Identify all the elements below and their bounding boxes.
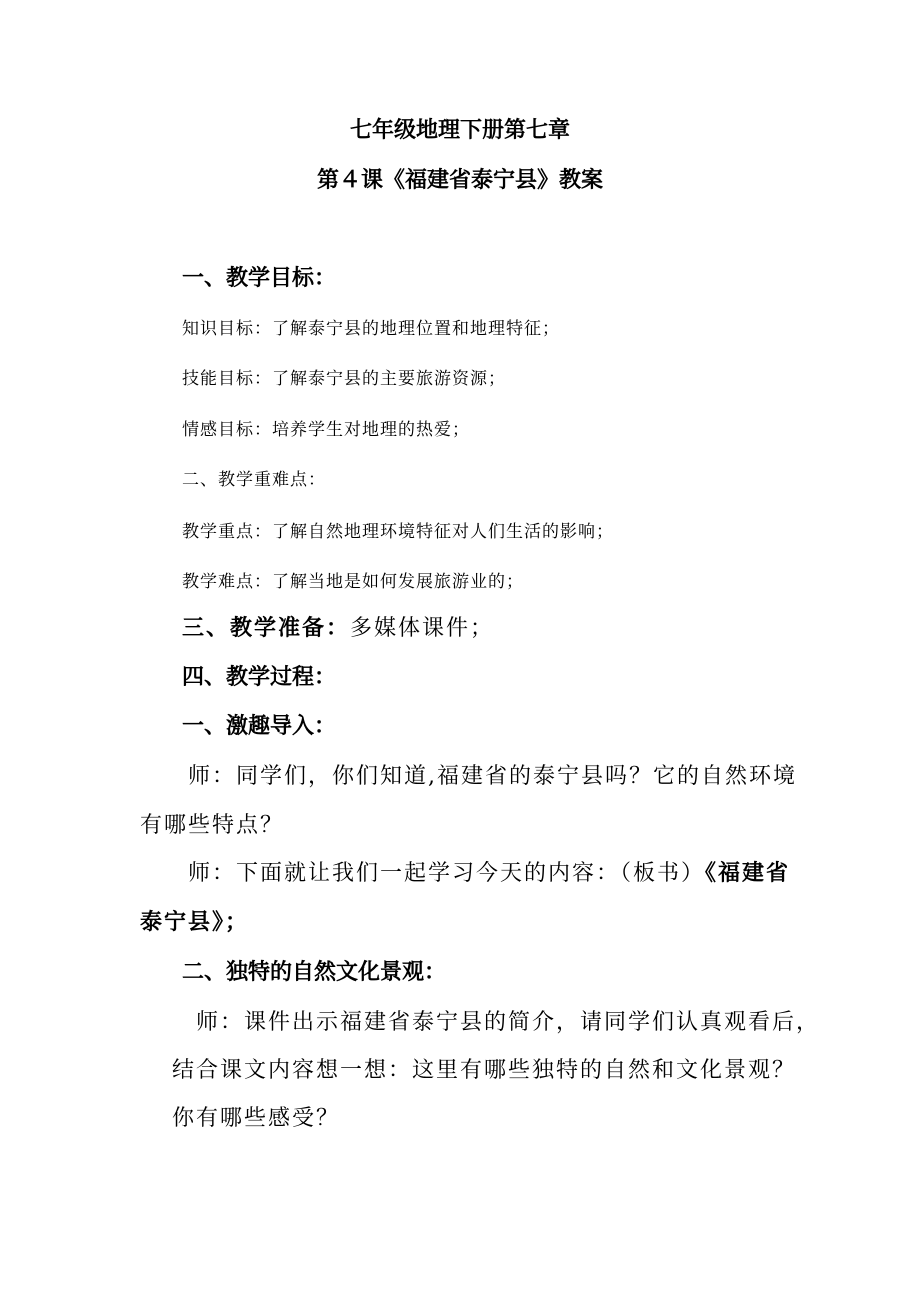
paragraph-3-line-2: 结合课文内容想一想：这里有哪些独特的自然和文化景观？ xyxy=(172,1058,797,1083)
preparation-value: 多媒体课件； xyxy=(350,616,495,641)
doc-title-line-2: 第４课《福建省泰宁县》教案 xyxy=(316,168,603,193)
goal-knowledge: 知识目标：了解泰宁县的地理位置和地理特征； xyxy=(182,319,560,339)
step-heading-intro: 一、激趣导入： xyxy=(182,714,337,739)
paragraph-1-line-2: 有哪些特点？ xyxy=(140,813,285,838)
paragraph-2-bold-title-end: 泰宁县》； xyxy=(140,910,250,935)
goal-skill: 技能目标：了解泰宁县的主要旅游资源； xyxy=(182,369,506,389)
section-preparation xyxy=(182,618,494,640)
key-point: 教学重点：了解自然地理环境特征对人们生活的影响； xyxy=(182,522,614,542)
step-heading-landscape: 二、独特的自然文化景观： xyxy=(182,960,447,985)
doc-title-line-1: 七年级地理下册第七章 xyxy=(349,118,570,143)
paragraph-3-line-3: 你有哪些感受？ xyxy=(172,1106,341,1131)
goal-emotion: 情感目标：培养学生对地理的热爱； xyxy=(182,420,470,440)
paragraph-2-bold-title-start: 《福建省 xyxy=(705,861,791,886)
paragraph-2-line-1 xyxy=(188,863,790,885)
difficult-point: 教学难点：了解当地是如何发展旅游业的； xyxy=(182,572,524,592)
paragraph-1-line-1: 师：同学们，你们知道,福建省的泰宁县吗？它的自然环境 xyxy=(188,764,797,789)
paragraph-3-line-1: 师：课件出示福建省泰宁县的简介，请同学们认真观看后， xyxy=(196,1010,821,1035)
preparation-label: 三、教学准备： xyxy=(182,616,351,641)
section-heading-process: 四、教学过程： xyxy=(182,665,337,690)
paragraph-2-text: 师：下面就让我们一起学习今天的内容：（板书） xyxy=(188,861,706,886)
section-heading-objectives: 一、教学目标： xyxy=(182,266,337,291)
section-heading-key-points: 二、教学重难点： xyxy=(182,470,326,490)
